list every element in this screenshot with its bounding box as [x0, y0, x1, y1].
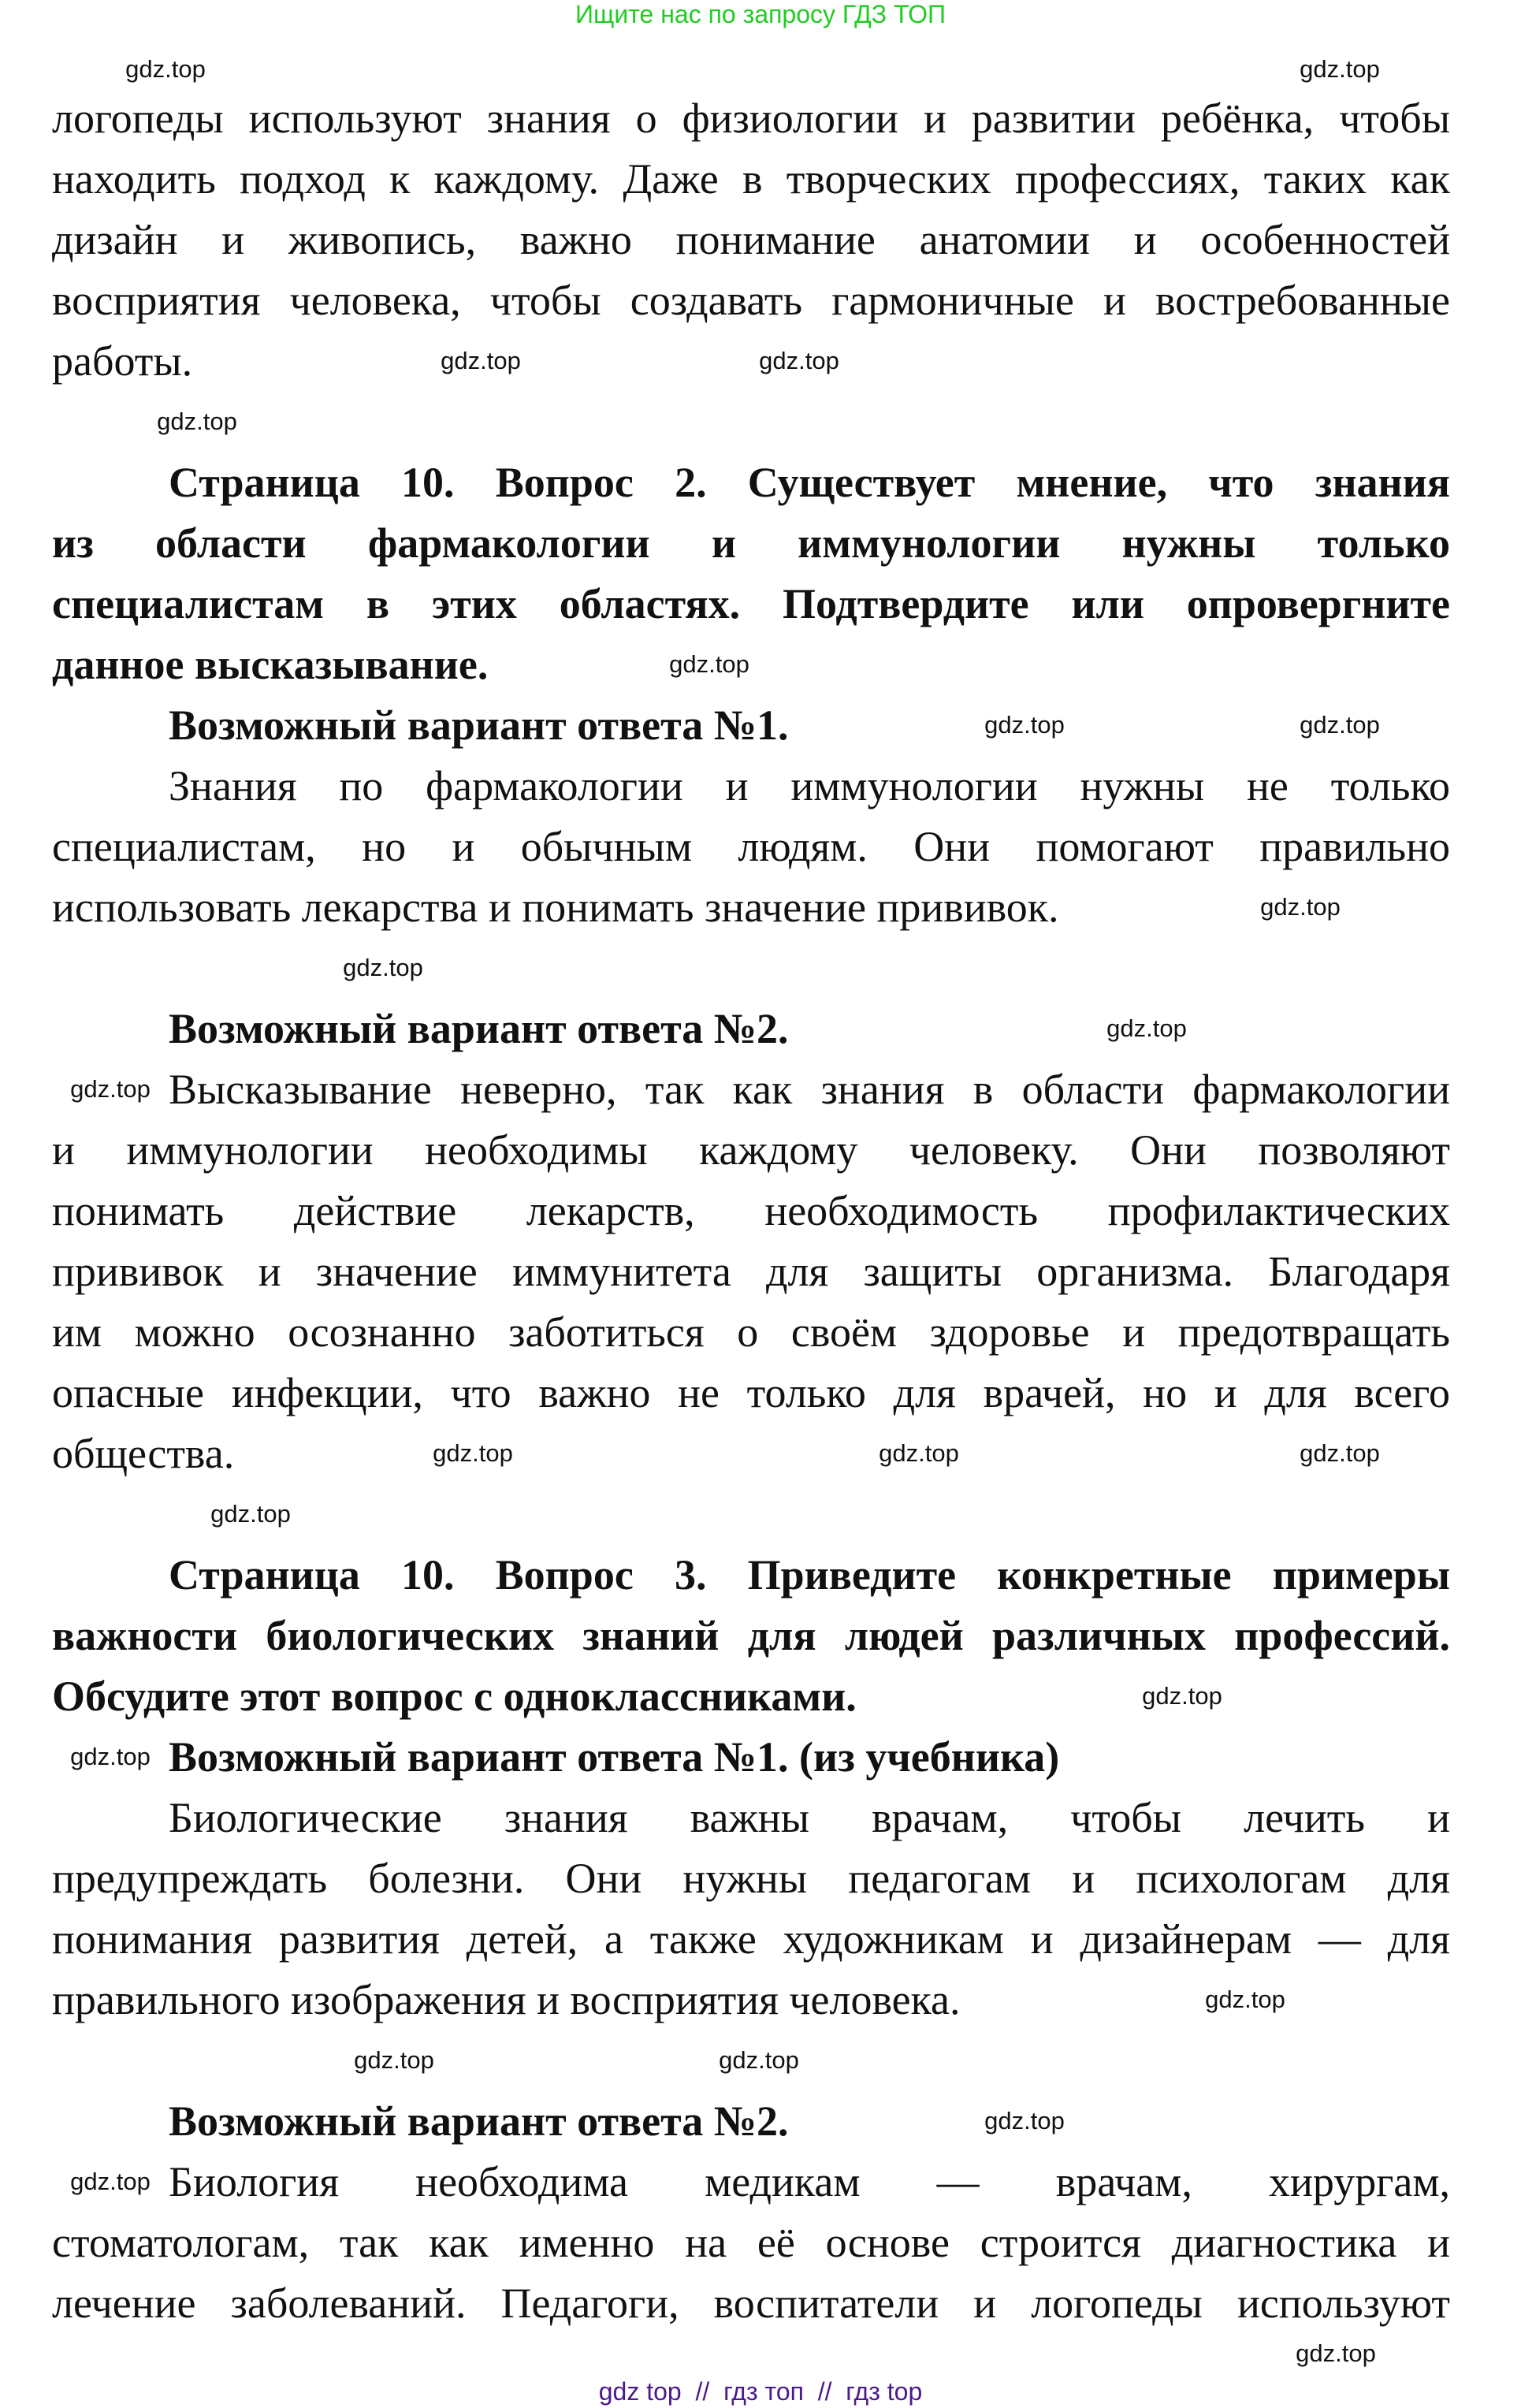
watermark: gdz.top	[1142, 1682, 1222, 1710]
watermark: gdz.top	[441, 347, 521, 374]
text-line: использовать лекарства и понимать значение прививок.	[52, 884, 1059, 931]
text-line: им можно осознанно заботиться о своём здоровье и предотвращать	[52, 1308, 1450, 1356]
text-line: Знания по фармакологии и иммунологии нужны не только	[169, 762, 1450, 809]
watermark: gdz.top	[984, 711, 1065, 739]
watermark: gdz.top	[433, 1439, 513, 1467]
answer-heading: Возможный вариант ответа №2.	[169, 2097, 789, 2145]
text-line: дизайн и живопись, важно понимание анатомии и особенностей	[52, 216, 1450, 263]
text-line: специалистам, но и обычным людям. Они помогают правильно	[52, 823, 1450, 870]
watermark: gdz.top	[719, 2046, 799, 2074]
watermark: gdz.top	[354, 2046, 434, 2074]
watermark: gdz.top	[879, 1439, 959, 1467]
text-line: работы.	[52, 337, 193, 385]
watermark: gdz.top	[1300, 711, 1380, 739]
text-line: понимания развития детей, а также художникам и дизайнерам — для	[52, 1915, 1450, 1963]
question-line: данное высказывание.	[52, 641, 489, 688]
text-line: стоматологам, так как именно на её основе строится диагностика и	[52, 2219, 1450, 2266]
answer-heading: Возможный вариант ответа №1.	[169, 702, 789, 749]
watermark: gdz.top	[70, 1743, 151, 1770]
watermark: gdz.top	[669, 650, 749, 678]
text-line: правильного изображения и восприятия человека.	[52, 1976, 961, 2023]
watermark: gdz.top	[125, 55, 206, 83]
text-line: Биология необходима медикам — врачам, хирургам,	[169, 2158, 1450, 2205]
question-heading: Страница 10. Вопрос 2. Существует мнение, что знания	[169, 459, 1450, 506]
footer-links[interactable]: gdz top // гдз топ // гдз top	[598, 2377, 923, 2406]
search-banner: Ищите нас по запросу ГДЗ ТОП	[575, 0, 946, 28]
text-line: находить подход к каждому. Даже в творческих профессиях, таких как	[52, 155, 1450, 203]
watermark: gdz.top	[210, 1500, 291, 1528]
text-line: восприятия человека, чтобы создавать гармоничные и востребованные	[52, 277, 1450, 324]
text-line: прививок и значение иммунитета для защиты организма. Благодаря	[52, 1248, 1450, 1295]
text-line: опасные инфекции, что важно не только для врачей, но и для всего	[52, 1369, 1450, 1416]
answer-heading: Возможный вариант ответа №1. (из учебника)	[169, 1733, 1060, 1781]
text-line: и иммунологии необходимы каждому человеку. Они позволяют	[52, 1126, 1450, 1174]
watermark: gdz.top	[759, 347, 839, 374]
text-line: логопеды используют знания о физиологии и развитии ребёнка, чтобы	[52, 95, 1450, 142]
watermark: gdz.top	[70, 2168, 151, 2195]
question-line: из области фармакологии и иммунологии нужны только	[52, 519, 1450, 567]
question-line: Обсудите этот вопрос с одноклассниками.	[52, 1673, 857, 1720]
text-line: лечение заболеваний. Педагоги, воспитатели и логопеды используют	[52, 2280, 1450, 2327]
watermark: gdz.top	[343, 954, 423, 981]
watermark: gdz.top	[1205, 1986, 1285, 2013]
question-line: специалистам в этих областях. Подтвердите или опровергните	[52, 580, 1450, 627]
question-heading: Страница 10. Вопрос 3. Приведите конкретные примеры	[169, 1551, 1450, 1599]
watermark: gdz.top	[984, 2107, 1065, 2134]
answer-heading: Возможный вариант ответа №2.	[169, 1005, 789, 1052]
text-line: Биологические знания важны врачам, чтобы лечить и	[169, 1794, 1450, 1841]
text-line: понимать действие лекарств, необходимость профилактических	[52, 1187, 1450, 1234]
watermark: gdz.top	[157, 408, 237, 435]
text-line: Высказывание неверно, так как знания в области фармакологии	[169, 1066, 1450, 1113]
text-line: предупреждать болезни. Они нужны педагогам и психологам для	[52, 1855, 1450, 1902]
watermark: gdz.top	[70, 1075, 151, 1103]
watermark: gdz.top	[1296, 2339, 1376, 2367]
question-line: важности биологических знаний для людей различных профессий.	[52, 1612, 1450, 1659]
watermark: gdz.top	[1106, 1014, 1187, 1042]
watermark: gdz.top	[1300, 1439, 1380, 1467]
text-line: общества.	[52, 1430, 235, 1477]
watermark: gdz.top	[1300, 55, 1380, 83]
watermark: gdz.top	[1260, 893, 1341, 921]
